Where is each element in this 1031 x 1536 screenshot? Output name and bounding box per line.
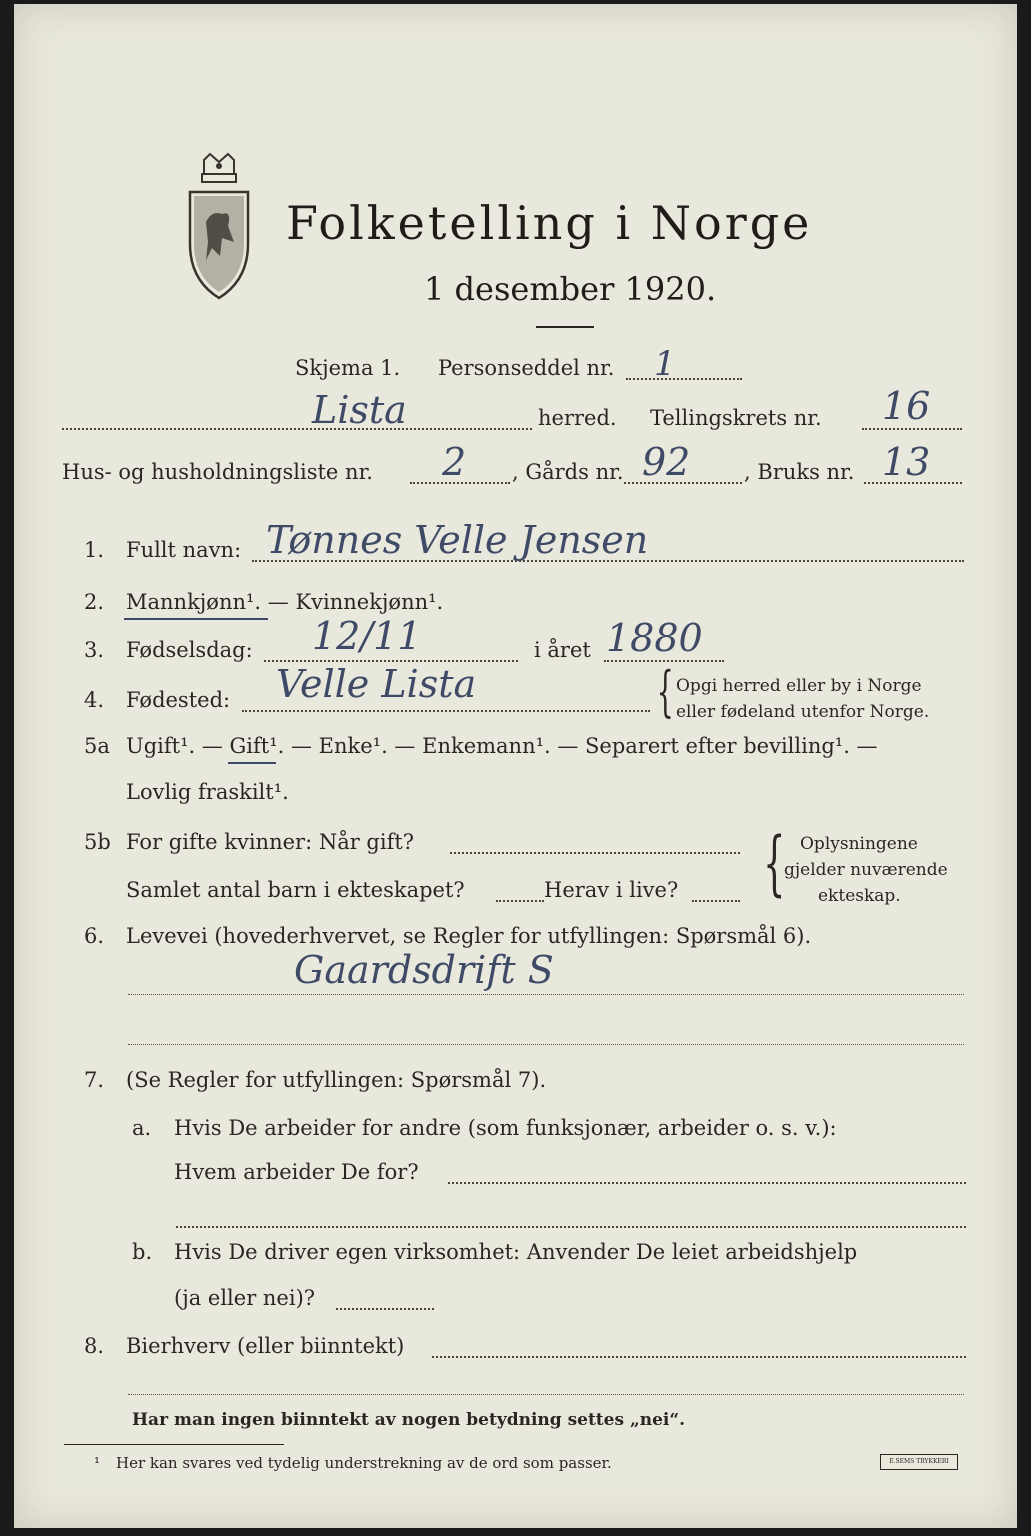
q5b-note-line3: ekteskap. [818,886,901,906]
q6-label: Levevei (hovederhvervet, se Regler for utfyllingen: Spørsmål 6). [126,924,812,948]
printer-stamp [880,1454,958,1470]
q5a-number: 5a [84,734,110,758]
q5b-married-when-label: For gifte kvinner: Når gift? [126,830,415,854]
q4-note-line1: Opgi herred eller by i Norge [676,676,922,696]
bruks-label: , Bruks nr. [744,460,855,484]
q7a-question: Hvis De arbeider for andre (som funksjonær, arbeider o. s. v.): [174,1116,837,1140]
q8-field-line1 [432,1356,966,1358]
q5b-married-when-line [450,852,740,854]
q7a-employer-line2 [176,1226,966,1228]
q7a-employer-label: Hvem arbeider De for? [174,1160,419,1184]
q8-field-line2 [128,1394,964,1395]
census-date: 1 desember 1920. [424,270,717,308]
q4-field-line [242,710,650,712]
q7a-number: a. [132,1116,152,1140]
gift-underline [228,762,276,764]
gards-label: , Gårds nr. [512,460,624,484]
q5b-note-line1: Oplysningene [800,834,918,854]
q8-label: Bierhverv (eller biinntekt) [126,1334,405,1358]
q7b-number: b. [132,1240,153,1264]
full-name-value: Tønnes Velle Jensen [266,518,649,562]
personseddel-label: Personseddel nr. [438,356,615,380]
husliste-value: 2 [442,440,467,484]
q3-label: Fødselsdag: [126,638,253,662]
herred-value: Lista [312,388,407,432]
q7b-yes-no-label: (ja eller nei)? [174,1286,316,1310]
q4-note-brace: { [656,660,674,723]
tellingskrets-field-line [862,428,962,430]
printer-stamp-text: E.SEMS TRYKKERI [889,1458,949,1465]
census-form-page [14,4,1017,1528]
q5b-number: 5b [84,830,111,854]
q1-label: Fullt navn: [126,538,242,562]
q6-number: 6. [84,924,105,948]
personseddel-value: 1 [654,344,676,384]
tellingskrets-label: Tellingskrets nr. [650,406,822,430]
q7b-yes-no-line [336,1308,434,1310]
q6-answer-line2 [128,1044,964,1045]
q4-label: Fødested: [126,688,231,712]
birthday-value: 12/11 [312,614,422,658]
q7-number: 7. [84,1068,105,1092]
occupation-value: Gaardsdrift S [294,948,554,992]
herred-label: herred. [538,406,617,430]
q7a-employer-line1 [448,1182,966,1184]
q5b-alive-label: Herav i live? [544,878,679,902]
norway-coat-of-arms-icon [176,152,262,302]
q5b-note-line2: gjelder nuværende [784,860,948,880]
tellingskrets-value: 16 [882,384,931,428]
q4-number: 4. [84,688,105,712]
biinntekt-note: Har man ingen biinntekt av nogen betydning settes „nei“. [132,1410,686,1430]
footnote-text: Her kan svares ved tydelig understrekning av de ord som passer. [116,1454,612,1472]
husliste-label: Hus- og husholdningsliste nr. [62,460,373,484]
title-divider [536,326,594,328]
skjema-label: Skjema 1. [295,356,401,380]
personseddel-field-line [626,378,742,380]
q3-number: 3. [84,638,105,662]
q4-note-line2: eller fødeland utenfor Norge. [676,702,930,722]
q5a-options: Ugift¹. — Gift¹. — Enke¹. — Enkemann¹. — Separert efter bevilling¹. — [126,734,878,758]
q2-label: Mannkjønn¹. — Kvinnekjønn¹. [126,590,444,614]
footnote-marker: ¹ [94,1454,101,1472]
form-title: Folketelling i Norge [286,196,813,250]
q2-number: 2. [84,590,105,614]
q7-label: (Se Regler for utfyllingen: Spørsmål 7). [126,1068,547,1092]
q8-number: 8. [84,1334,105,1358]
q5a-options-cont: Lovlig fraskilt¹. [126,780,289,804]
birth-year-value: 1880 [606,616,703,660]
q5b-children-line [496,900,544,902]
bruks-value: 13 [882,440,931,484]
herred-field-line [62,428,532,430]
q7b-question: Hvis De driver egen virksomhet: Anvender De leiet arbeidshjelp [174,1240,858,1264]
mannkjonn-underline [124,618,268,620]
q6-answer-line1 [128,994,964,995]
q5b-alive-line [692,900,740,902]
q1-number: 1. [84,538,105,562]
q5b-children-label: Samlet antal barn i ekteskapet? [126,878,465,902]
q5b-note-brace: { [763,822,786,904]
gards-value: 92 [642,440,691,484]
birthplace-value: Velle Lista [276,662,477,706]
footnote-separator [64,1444,284,1445]
q3-year-label: i året [534,638,591,662]
